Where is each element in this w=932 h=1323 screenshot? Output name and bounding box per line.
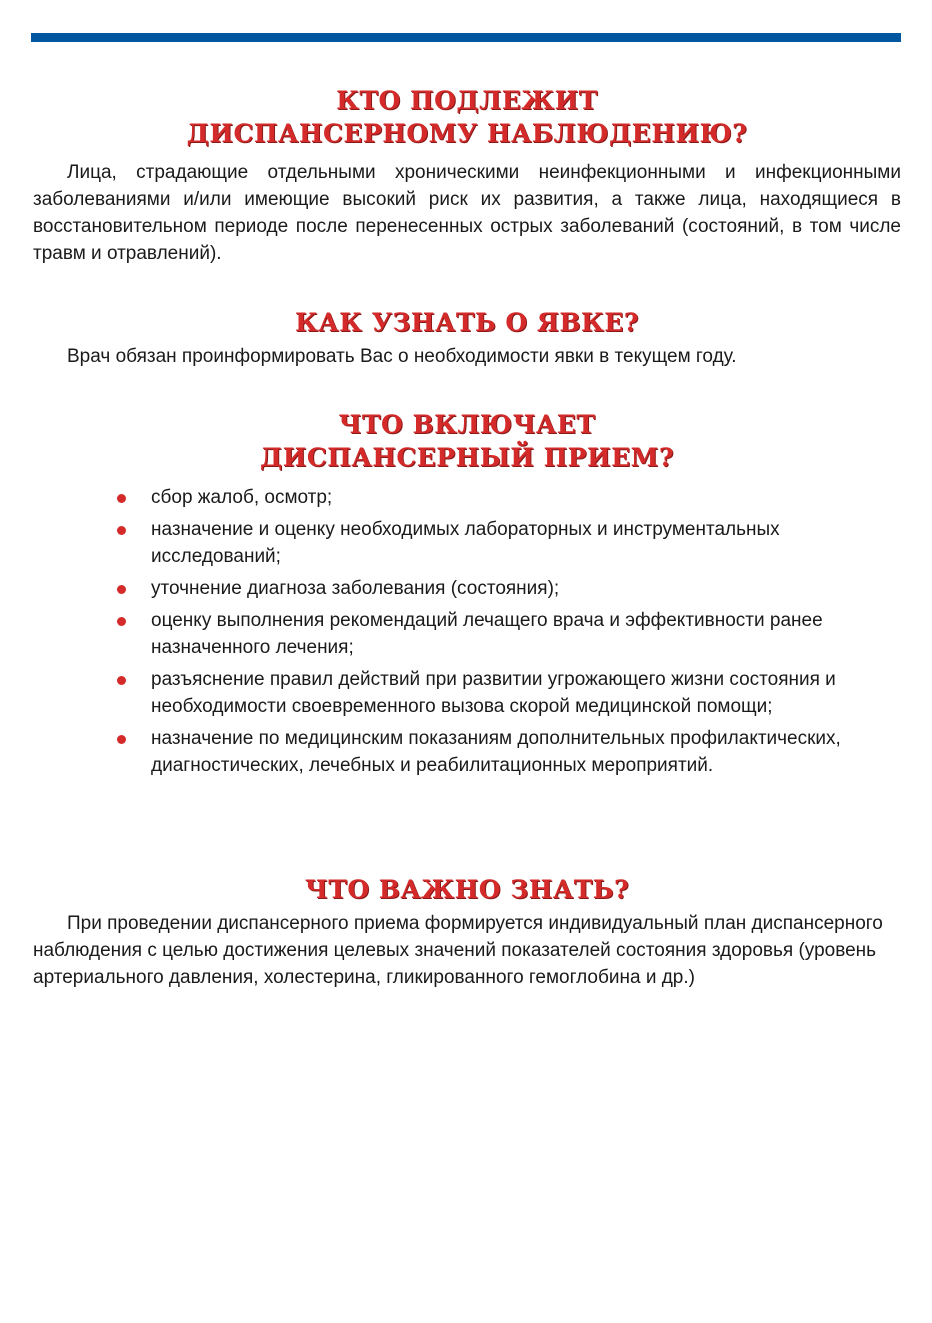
list-item — [117, 484, 897, 511]
heading-line: ЧТО ВКЛЮЧАЕТ — [338, 410, 596, 439]
list-item — [117, 575, 897, 602]
bullet-icon — [117, 617, 126, 626]
includes-list — [117, 484, 897, 784]
list-item-text: назначение и оценку необходимых лабораторных и инструментальных исследований; — [151, 519, 780, 567]
section-text-how-to-know: Врач обязан проинформировать Вас о необходимости явки в текущем году. — [67, 346, 737, 367]
heading-line: КАК УЗНАТЬ О ЯВКЕ? — [295, 308, 639, 337]
section-heading-how-to-know — [33, 306, 901, 339]
bullet-icon — [117, 676, 126, 685]
section-heading-who — [33, 84, 901, 150]
list-item-text: назначение по медицинским показаниям дополнительных профилактических, диагностических, лечебных и реабилитационных мероприятий. — [151, 728, 841, 776]
list-item-text: уточнение диагноза заболевания (состояния); — [151, 578, 560, 599]
heading-line: ДИСПАНСЕРНОМУ НАБЛЮДЕНИЮ? — [186, 119, 748, 148]
list-item-text: разъяснение правил действий при развитии угрожающего жизни состояния и необходимости своевременного вызова скорой медицинской помощи; — [151, 669, 836, 717]
list-item-text: оценку выполнения рекомендаций лечащего врача и эффективности ранее назначенного лечения; — [151, 610, 823, 658]
bullet-icon — [117, 585, 126, 594]
section-text-important: При проведении диспансерного приема формируется индивидуальный план диспансерного наблюдения с целью достижения целевых значений показателей состояния здоровья (уровень артериального давления, холестерина, гликированного гемоглобина и др.) — [33, 913, 883, 988]
bullet-icon — [117, 526, 126, 535]
list-item-text: сбор жалоб, осмотр; — [151, 487, 333, 508]
bullet-icon — [117, 494, 126, 503]
heading-line: КТО ПОДЛЕЖИТ — [336, 86, 598, 115]
heading-line: ДИСПАНСЕРНЫЙ ПРИЕМ? — [260, 443, 674, 472]
list-item — [117, 516, 897, 570]
heading-line: ЧТО ВАЖНО ЗНАТЬ? — [304, 875, 630, 904]
list-item — [117, 666, 897, 720]
list-item — [117, 607, 897, 661]
section-heading-what-includes — [33, 408, 901, 474]
section-text-who: Лица, страдающие отдельными хроническими неинфекционными и инфекционными заболеваниями и/или имеющие высокий риск их развития, а также лица, находящиеся в восстановительном периоде после перенесенных острых заболеваний (состояний, в том числе травм и отравлений). — [33, 162, 901, 264]
top-blue-bar — [31, 33, 901, 42]
list-item — [117, 725, 897, 779]
bullet-icon — [117, 735, 126, 744]
section-heading-important — [33, 873, 901, 906]
